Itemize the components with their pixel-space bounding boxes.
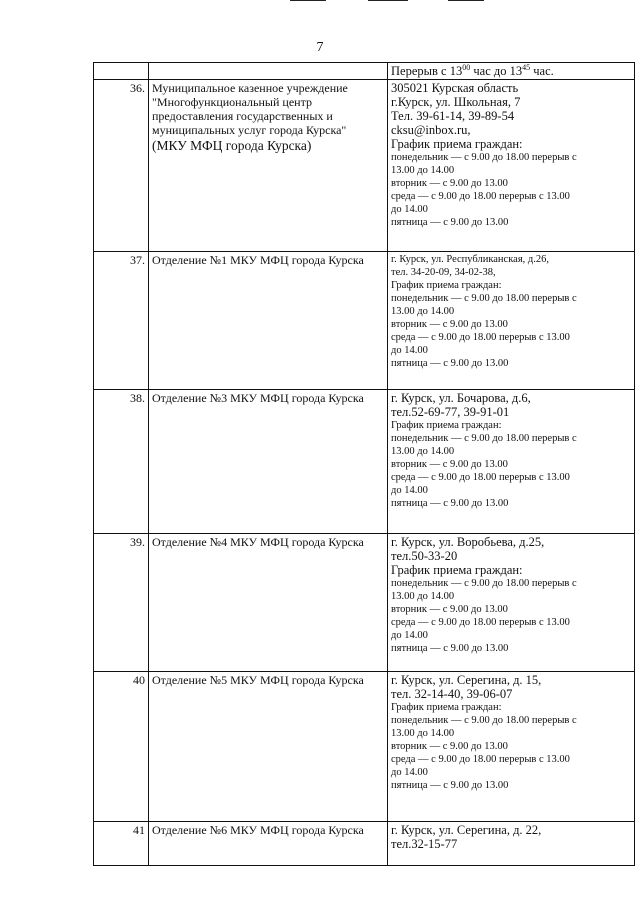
info-line: среда — с 9.00 до 18.00 перерыв с 13.00 [391,754,570,765]
info-line: г. Курск, ул. Бочарова, д.6, [391,391,531,405]
break-note-sup-end: 45 [522,62,531,72]
info-line: График приема граждан: [391,420,502,431]
row-number: 39. [94,534,149,672]
table-row [94,534,635,672]
table-row [94,252,635,390]
office-name-cell [149,390,388,534]
address-schedule-cell [388,822,635,866]
info-line: до 14.00 [391,630,428,641]
row-number: 36. [94,80,149,252]
info-line: пятница — с 9.00 до 13.00 [391,358,509,369]
info-line: тел. 32-14-40, 39-06-07 [391,687,513,701]
office-name-cell [149,672,388,822]
info-line: вторник — с 9.00 до 13.00 [391,459,508,470]
address-schedule-cell [388,390,635,534]
top-rule-middle [368,0,408,1]
info-line: 13.00 до 14.00 [391,446,455,457]
info-line: пятница — с 9.00 до 13.00 [391,643,509,654]
address-schedule-cell [388,534,635,672]
info-line: 13.00 до 14.00 [391,165,455,176]
info-line: пятница — с 9.00 до 13.00 [391,498,509,509]
info-line: понедельник — с 9.00 до 18.00 перерыв с [391,433,577,444]
table-row [94,672,635,822]
info-line: понедельник — с 9.00 до 18.00 перерыв с [391,715,577,726]
info-line: вторник — с 9.00 до 13.00 [391,604,508,615]
info-line: пятница — с 9.00 до 13.00 [391,780,509,791]
info-line: 13.00 до 14.00 [391,728,455,739]
info-line: Тел. 39-61-14, 39-89-54 [391,109,515,123]
info-line: до 14.00 [391,345,428,356]
info-line: г. Курск, ул. Серегина, д. 22, [391,823,542,837]
office-name-line: "Многофункциональный центр [152,95,312,109]
info-line: понедельник — с 9.00 до 18.00 перерыв с [391,578,577,589]
offices-table [93,62,635,866]
office-name-line: Муниципальное казенное учреждение [152,81,348,95]
info-line: среда — с 9.00 до 18.00 перерыв с 13.00 [391,472,570,483]
info-line: 305021 Курская область [391,81,519,95]
top-rule-right [448,0,484,1]
info-line: до 14.00 [391,767,428,778]
break-note-middle: час до 13 [470,64,523,78]
top-rule-left [290,0,326,1]
row-number: 37. [94,252,149,390]
office-name-cell [149,822,388,866]
info-line: г. Курск, ул. Серегина, д. 15, [391,673,542,687]
info-line: понедельник — с 9.00 до 18.00 перерыв с [391,293,577,304]
break-note-prefix: Перерыв с 13 [391,64,463,78]
info-line: тел.52-69-77, 39-91-01 [391,405,510,419]
page-number: 7 [316,40,324,55]
office-name-line: Отделение №5 МКУ МФЦ города Курска [152,673,364,687]
address-schedule-cell [388,80,635,252]
info-line: среда — с 9.00 до 18.00 перерыв с 13.00 [391,332,570,343]
table-row [94,390,635,534]
row-number: 40 [94,672,149,822]
info-line: 13.00 до 14.00 [391,306,455,317]
office-name-cell [149,534,388,672]
row-number: 41 [94,822,149,866]
office-short-name: (МКУ МФЦ города Курска) [152,138,312,153]
info-line: до 14.00 [391,485,428,496]
info-line: График приема граждан: [391,137,523,151]
info-line: График приема граждан: [391,280,502,291]
info-line: cksu@inbox.ru, [391,123,471,137]
office-name-cell [149,80,388,252]
info-line: вторник — с 9.00 до 13.00 [391,319,508,330]
info-line: вторник — с 9.00 до 13.00 [391,178,508,189]
info-line: до 14.00 [391,204,428,215]
office-name-cell [149,252,388,390]
info-line: понедельник — с 9.00 до 18.00 перерыв с [391,152,577,163]
info-line: тел.50-33-20 [391,549,458,563]
info-line: среда — с 9.00 до 18.00 перерыв с 13.00 [391,191,570,202]
info-line: г. Курск, ул. Республиканская, д.26, [391,254,549,265]
info-line: тел. 34-20-09, 34-02-38, [391,267,496,278]
info-line: среда — с 9.00 до 18.00 перерыв с 13.00 [391,617,570,628]
info-line: вторник — с 9.00 до 13.00 [391,741,508,752]
info-line: г. Курск, ул. Воробьева, д.25, [391,535,545,549]
info-line: пятница — с 9.00 до 13.00 [391,217,509,228]
header-num-cell [94,63,149,80]
header-name-cell [149,63,388,80]
break-note-sup-start: 00 [462,62,471,72]
info-line: График приема граждан: [391,563,523,577]
info-line: тел.32-15-77 [391,837,458,851]
office-name-line: Отделение №3 МКУ МФЦ города Курска [152,391,364,405]
office-name-line: Отделение №6 МКУ МФЦ города Курска [152,823,364,837]
break-note-suffix: час. [530,64,554,78]
info-line: 13.00 до 14.00 [391,591,455,602]
office-name-line: муниципальных услуг города Курска" [152,123,347,137]
row-number: 38. [94,390,149,534]
office-name-line: предоставления государственных и [152,109,333,123]
break-note-cell [388,63,635,80]
office-name-line: Отделение №4 МКУ МФЦ города Курска [152,535,364,549]
header-row [94,63,635,80]
office-name-line: Отделение №1 МКУ МФЦ города Курска [152,253,364,267]
info-line: г.Курск, ул. Школьная, 7 [391,95,521,109]
address-schedule-cell [388,252,635,390]
address-schedule-cell [388,672,635,822]
info-line: График приема граждан: [391,702,502,713]
table-row [94,822,635,866]
table-row [94,80,635,252]
